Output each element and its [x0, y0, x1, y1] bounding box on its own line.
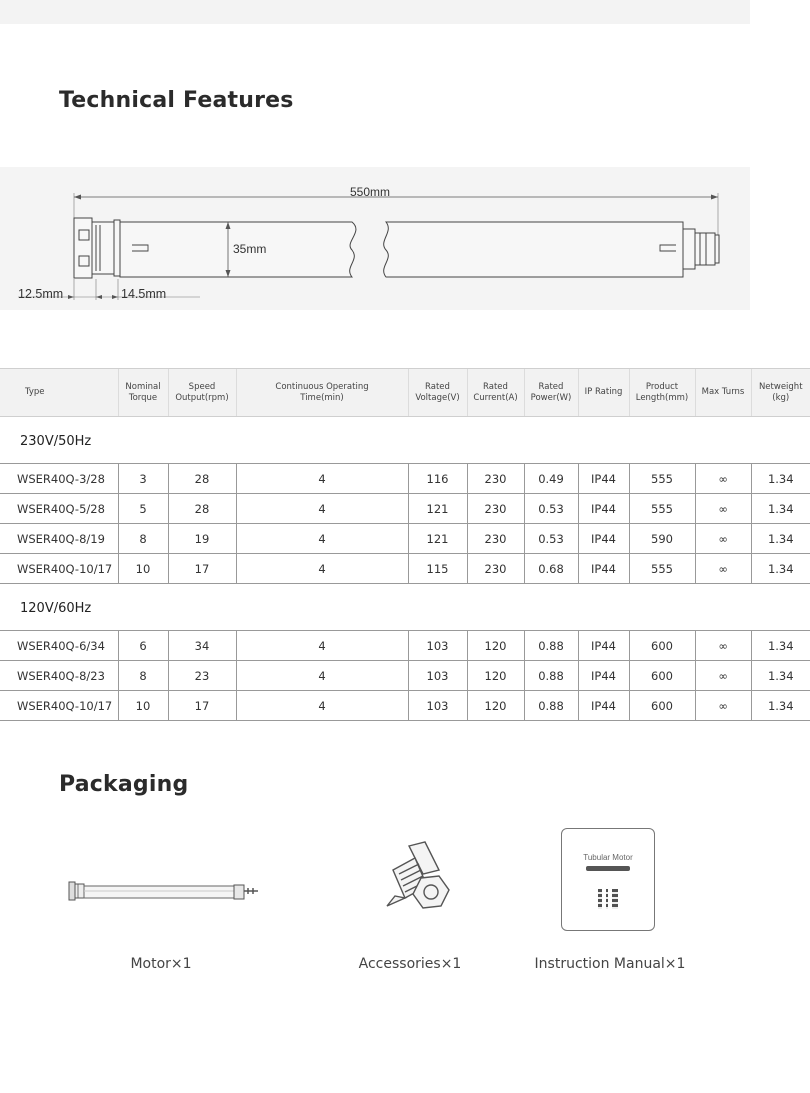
table-cell: 17 — [168, 691, 236, 721]
table-cell: IP44 — [578, 691, 629, 721]
motor-dimension-diagram — [0, 167, 750, 310]
table-cell: 1.34 — [751, 524, 810, 554]
table-cell: 600 — [629, 691, 695, 721]
table-cell: 0.49 — [524, 464, 578, 494]
table-cell: 6 — [118, 631, 168, 661]
table-cell: ∞ — [695, 494, 751, 524]
column-header: Rated Voltage(V) — [408, 369, 467, 417]
table-cell: 23 — [168, 661, 236, 691]
table-cell: 1.34 — [751, 554, 810, 584]
table-cell: WSER40Q-5/28 — [0, 494, 118, 524]
group-label-120v: 120V/60Hz — [20, 601, 92, 616]
technical-features-title: Technical Features — [59, 88, 294, 113]
table-cell: 4 — [236, 554, 408, 584]
column-header: Continuous Operating Time(min) — [236, 369, 408, 417]
table-cell: 28 — [168, 494, 236, 524]
table-cell: 230 — [467, 524, 524, 554]
table-cell: 1.34 — [751, 494, 810, 524]
table-cell: 1.34 — [751, 464, 810, 494]
packaging-item-motor: Motor×1 — [130, 956, 192, 972]
table-cell: 230 — [467, 464, 524, 494]
table-cell: 10 — [118, 691, 168, 721]
table-cell: ∞ — [695, 554, 751, 584]
table-cell: 0.68 — [524, 554, 578, 584]
packaging-title: Packaging — [59, 772, 189, 797]
table-cell: 0.88 — [524, 691, 578, 721]
table-cell: 4 — [236, 494, 408, 524]
spec-table-120v — [0, 630, 810, 721]
table-cell: WSER40Q-8/23 — [0, 661, 118, 691]
table-cell: 590 — [629, 524, 695, 554]
diameter-dimension-label: 35mm — [233, 242, 267, 256]
table-cell: 230 — [467, 554, 524, 584]
column-header: Type — [0, 369, 118, 417]
table-cell: 0.53 — [524, 494, 578, 524]
table-row — [0, 661, 810, 691]
table-cell: IP44 — [578, 631, 629, 661]
table-cell: 555 — [629, 464, 695, 494]
length-dimension-label: 550mm — [349, 185, 391, 199]
table-cell: 0.88 — [524, 661, 578, 691]
table-cell: 600 — [629, 661, 695, 691]
table-cell: 555 — [629, 494, 695, 524]
table-cell: 1.34 — [751, 631, 810, 661]
table-cell: 120 — [467, 691, 524, 721]
table-cell: 10 — [118, 554, 168, 584]
table-cell: 8 — [118, 524, 168, 554]
table-cell: 4 — [236, 524, 408, 554]
table-cell: 115 — [408, 554, 467, 584]
table-cell: WSER40Q-10/17 — [0, 691, 118, 721]
table-cell: 3 — [118, 464, 168, 494]
column-header: Netweight (kg) — [751, 369, 810, 417]
table-cell: ∞ — [695, 661, 751, 691]
table-cell: WSER40Q-6/34 — [0, 631, 118, 661]
packaging-item-accessories: Accessories×1 — [358, 956, 462, 972]
table-cell: 103 — [408, 661, 467, 691]
table-cell: 0.88 — [524, 631, 578, 661]
column-header: Rated Current(A) — [467, 369, 524, 417]
table-cell: 1.34 — [751, 691, 810, 721]
column-header: Nominal Torque — [118, 369, 168, 417]
table-row — [0, 554, 810, 584]
column-header: IP Rating — [578, 369, 629, 417]
table-cell: 5 — [118, 494, 168, 524]
spec-table-header — [0, 368, 810, 417]
table-cell: IP44 — [578, 464, 629, 494]
table-cell: WSER40Q-10/17 — [0, 554, 118, 584]
group-label-230v: 230V/50Hz — [20, 434, 92, 449]
table-cell: 103 — [408, 691, 467, 721]
column-header: Rated Power(W) — [524, 369, 578, 417]
table-cell: 120 — [467, 661, 524, 691]
table-cell: 600 — [629, 631, 695, 661]
accessories-icon — [375, 840, 455, 915]
table-cell: 28 — [168, 464, 236, 494]
column-header: Product Length(mm) — [629, 369, 695, 417]
table-cell: 121 — [408, 494, 467, 524]
table-cell: 8 — [118, 661, 168, 691]
table-cell: WSER40Q-8/19 — [0, 524, 118, 554]
table-cell: WSER40Q-3/28 — [0, 464, 118, 494]
packaging-item-manual: Instruction Manual×1 — [534, 956, 686, 972]
table-cell: 4 — [236, 631, 408, 661]
table-cell: 17 — [168, 554, 236, 584]
table-row — [0, 464, 810, 494]
motor-icon — [62, 876, 272, 906]
table-cell: IP44 — [578, 524, 629, 554]
spec-table-230v — [0, 463, 810, 584]
end-dimension-label: 12.5mm — [18, 287, 64, 301]
table-cell: 4 — [236, 691, 408, 721]
manual-icon — [561, 828, 655, 931]
table-cell: ∞ — [695, 524, 751, 554]
top-banner-strip — [0, 0, 750, 24]
column-header: Speed Output(rpm) — [168, 369, 236, 417]
head-dimension-label: 14.5mm — [121, 287, 167, 301]
manual-cover-title: Tubular Motor — [583, 853, 633, 862]
table-cell: IP44 — [578, 554, 629, 584]
table-cell: 120 — [467, 631, 524, 661]
table-row — [0, 691, 810, 721]
table-row — [0, 524, 810, 554]
table-cell: 19 — [168, 524, 236, 554]
table-cell: 4 — [236, 464, 408, 494]
table-cell: 34 — [168, 631, 236, 661]
table-cell: 0.53 — [524, 524, 578, 554]
table-cell: ∞ — [695, 464, 751, 494]
table-cell: 103 — [408, 631, 467, 661]
table-cell: 230 — [467, 494, 524, 524]
table-cell: IP44 — [578, 494, 629, 524]
table-cell: 1.34 — [751, 661, 810, 691]
motor-head-drawing — [74, 218, 120, 278]
table-cell: 121 — [408, 524, 467, 554]
manual-subtitle-bar — [586, 866, 630, 871]
table-cell: 4 — [236, 661, 408, 691]
table-row — [0, 494, 810, 524]
table-row — [0, 631, 810, 661]
table-cell: ∞ — [695, 631, 751, 661]
table-cell: ∞ — [695, 691, 751, 721]
table-cell: IP44 — [578, 661, 629, 691]
table-cell: 116 — [408, 464, 467, 494]
column-header: Max Turns — [695, 369, 751, 417]
table-cell: 555 — [629, 554, 695, 584]
